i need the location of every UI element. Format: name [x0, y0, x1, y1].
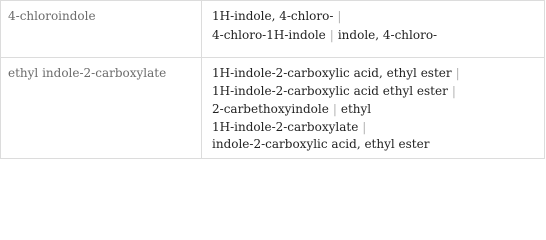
compound-name: 4-chloroindole: [8, 9, 96, 23]
synonym-text: 1H-indole, 4-chloro-: [212, 9, 334, 23]
synonym-line: [212, 120, 370, 134]
synonym-text: indole-2-carboxylic acid, ethyl ester: [212, 137, 430, 151]
compound-name-cell: [1, 58, 202, 158]
synonym-text: indole, 4-chloro-: [337, 28, 438, 42]
synonym-text: 1H-indole-2-carboxylic acid, ethyl ester: [212, 66, 452, 80]
synonym-line: [212, 102, 371, 116]
separator: |: [451, 84, 456, 98]
separator: |: [337, 9, 342, 23]
synonym-line: [212, 66, 464, 80]
separator: |: [362, 120, 367, 134]
synonym-text: 4-chloro-1H-indole: [212, 28, 326, 42]
compound-name: ethyl indole-2-carboxylate: [8, 66, 167, 80]
synonym-text: 1H-indole-2-carboxylic acid ethyl ester: [212, 84, 448, 98]
synonyms-cell: [202, 58, 544, 158]
compound-name-cell: [1, 1, 202, 57]
synonym-line: [212, 84, 460, 98]
separator: |: [332, 102, 337, 116]
synonyms-cell: [202, 1, 544, 57]
separator: |: [455, 66, 460, 80]
synonym-line: [212, 137, 429, 151]
synonym-line: [212, 28, 437, 42]
synonym-text: 1H-indole-2-carboxylate: [212, 120, 359, 134]
table-row: [1, 58, 544, 158]
synonym-line: [212, 9, 345, 23]
synonym-text: ethyl: [340, 102, 372, 116]
synonym-text: 2-carbethoxyindole: [212, 102, 329, 116]
separator: |: [329, 28, 334, 42]
table-row: [1, 1, 544, 58]
